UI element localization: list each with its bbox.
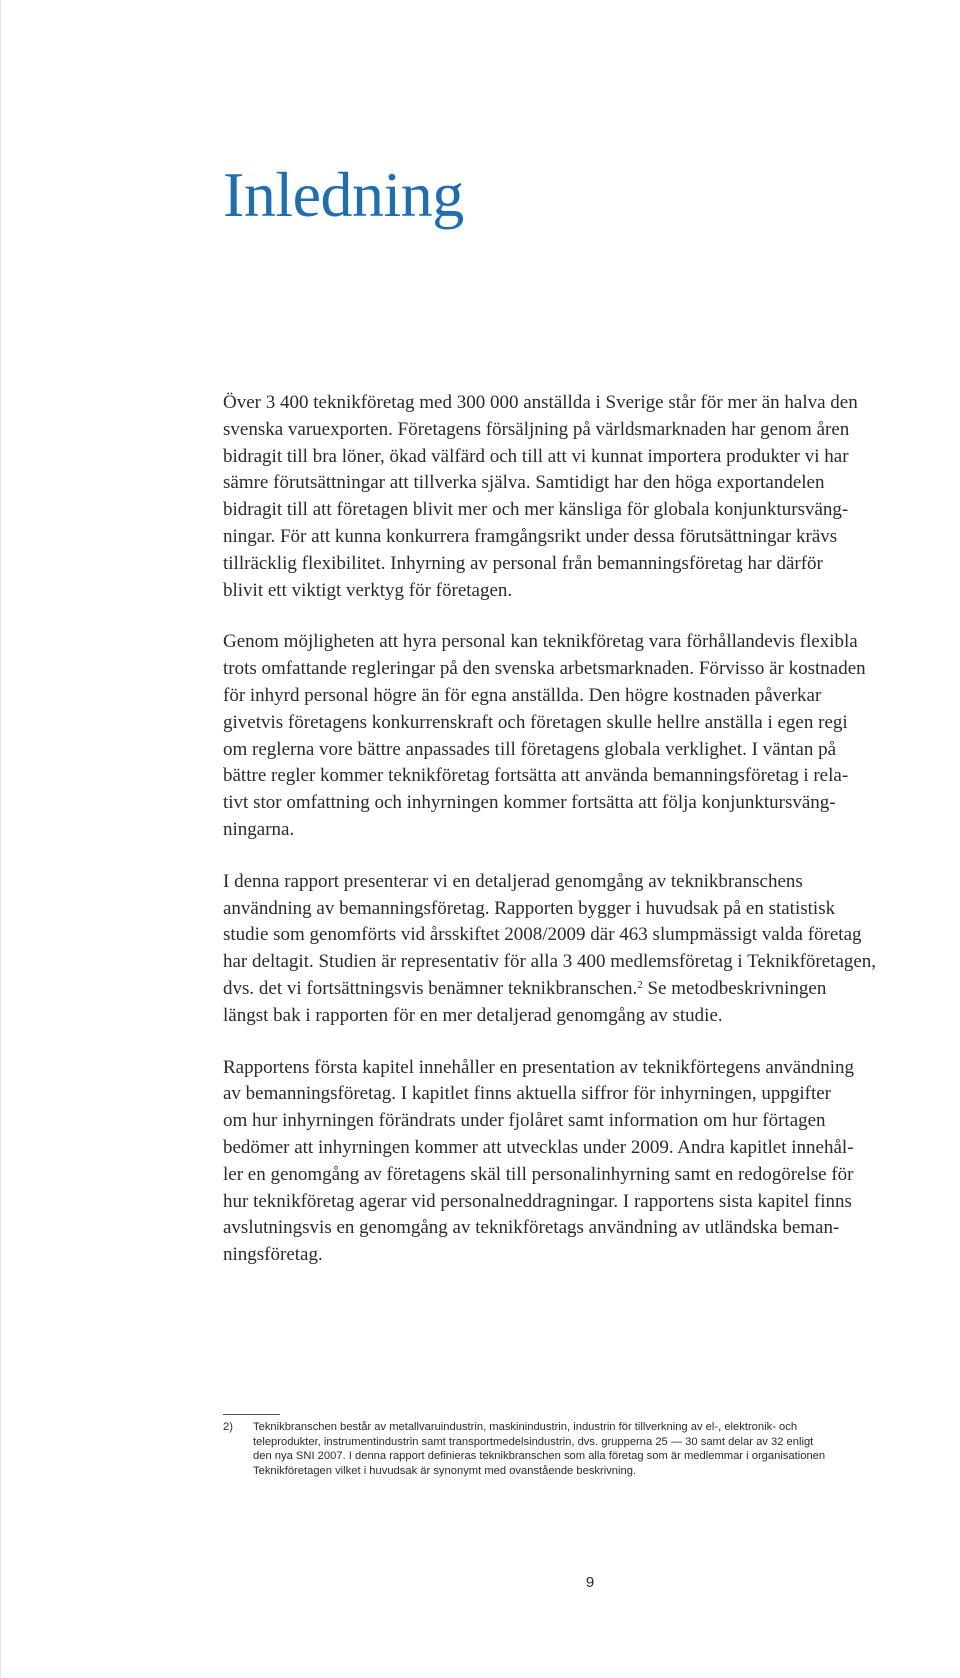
footnote-line: Teknikföretagen vilket i huvudsak är synonymt med ovanstående beskrivning. (253, 1464, 637, 1477)
text-line: bättre regler kommer teknikföretag fortsätta att använda bemanningsföretag i rela- (223, 765, 849, 787)
text-line: ningsföretag. (223, 1244, 323, 1266)
text-line: bidragit till att företagen blivit mer och mer känsliga för globala konjunktursväng- (223, 499, 849, 521)
paragraph-4 (223, 1055, 953, 1269)
text-line: användning av bemanningsföretag. Rapporten bygger i huvudsak på en statistisk (223, 897, 836, 919)
text-line: bedömer att inhyrningen kommer att utvecklas under 2009. Andra kapitlet innehål- (223, 1136, 854, 1158)
footnote-number: 2) (223, 1421, 233, 1433)
text-line: Genom möjligheten att hyra personal kan teknikföretag vara förhållandevis flexibla (223, 631, 858, 653)
text-segment: dvs. det vi fortsättningsvis benämner teknikbranschen. (223, 977, 638, 999)
text-line: om hur inhyrningen förändrats under fjolåret samt information om hur förtagen (223, 1110, 826, 1132)
text-line: har deltagit. Studien är representativ för alla 3 400 medlemsföretag i Teknikföretagen, (223, 951, 877, 973)
footnote-line: teleprodukter, instrumentindustrin samt transportmedelsindustrin, dvs. grupperna 25 — 30 samt delar av 32 enligt (253, 1435, 814, 1448)
text-line: Rapportens första kapitel innehåller en presentation av teknikförtegens användning (223, 1056, 855, 1078)
page-title: Inledning (223, 159, 464, 230)
text-segment: Se metodbeskrivningen (642, 977, 827, 999)
page-number: 9 (585, 1574, 595, 1591)
text-line: ningar. För att kunna konkurrera framgångsrikt under dessa förutsättningar krävs (223, 525, 838, 547)
text-line: längst bak i rapporten för en mer detaljerad genomgång av studie. (223, 1004, 723, 1026)
text-line: bidragit till bra löner, ökad välfärd och till att vi kunnat importera produkter vi har (223, 445, 849, 467)
footnote-text (253, 1420, 960, 1478)
paragraph-1 (223, 390, 953, 604)
footnote-divider (223, 1414, 280, 1415)
text-line-with-footnote (223, 976, 953, 1003)
text-line: av bemanningsföretag. I kapitlet finns aktuella siffror för inhyrningen, uppgifter (223, 1083, 831, 1105)
text-line: Över 3 400 teknikföretag med 300 000 anställda i Sverige står för mer än halva den (223, 392, 858, 413)
text-line: om reglerna vore bättre anpassades till företagens globala verklighet. I väntan på (223, 738, 837, 760)
text-line: avslutningsvis en genomgång av teknikföretags användning av utländska beman- (223, 1217, 840, 1239)
page-edge (0, 0, 1, 1678)
text-line: svenska varuexporten. Företagens försäljning på världsmarknaden har genom åren (223, 418, 850, 440)
text-line: tillräcklig flexibilitet. Inhyrning av personal från bemanningsföretag har därför (223, 552, 823, 574)
text-line: I denna rapport presenterar vi en detaljerad genomgång av teknikbranschens (223, 870, 803, 892)
text-line: givetvis företagens konkurrenskraft och företagen skulle hellre anställa i egen regi (223, 711, 848, 733)
body-text (223, 390, 953, 1294)
text-line: ler en genomgång av företagens skäl till personalinhyrning samt en redogörelse för (223, 1163, 854, 1185)
text-line: tivt stor omfattning och inhyrningen kommer fortsätta att följa konjunktursväng- (223, 792, 836, 814)
text-line: hur teknikföretag agerar vid personalneddragningar. I rapportens sista kapitel finns (223, 1190, 852, 1212)
text-line: sämre förutsättningar att tillverka själva. Samtidigt har den höga exportandelen (223, 472, 825, 494)
text-line: blivit ett viktigt verktyg för företagen. (223, 579, 513, 601)
footnote-line: den nya SNI 2007. I denna rapport definieras teknikbranschen som alla företag som är medlemmar i organisationen (253, 1450, 826, 1463)
paragraph-3 (223, 869, 953, 1030)
text-line: för inhyrd personal högre än för egna anställda. Den högre kostnaden påverkar (223, 684, 822, 706)
text-line: ningarna. (223, 818, 295, 840)
text-line: trots omfattande regleringar på den svenska arbetsmarknaden. Förvisso är kostnaden (223, 658, 866, 680)
footnote-reference[interactable]: 2 (637, 978, 643, 991)
text-line: studie som genomförts vid årsskiftet 2008/2009 där 463 slumpmässigt valda företag (223, 924, 862, 946)
footnote-line: Teknikbranschen består av metallvaruindustrin, maskinindustrin, industrin för tillverkning av el-, elektronik- och (253, 1421, 798, 1433)
paragraph-2 (223, 629, 953, 843)
